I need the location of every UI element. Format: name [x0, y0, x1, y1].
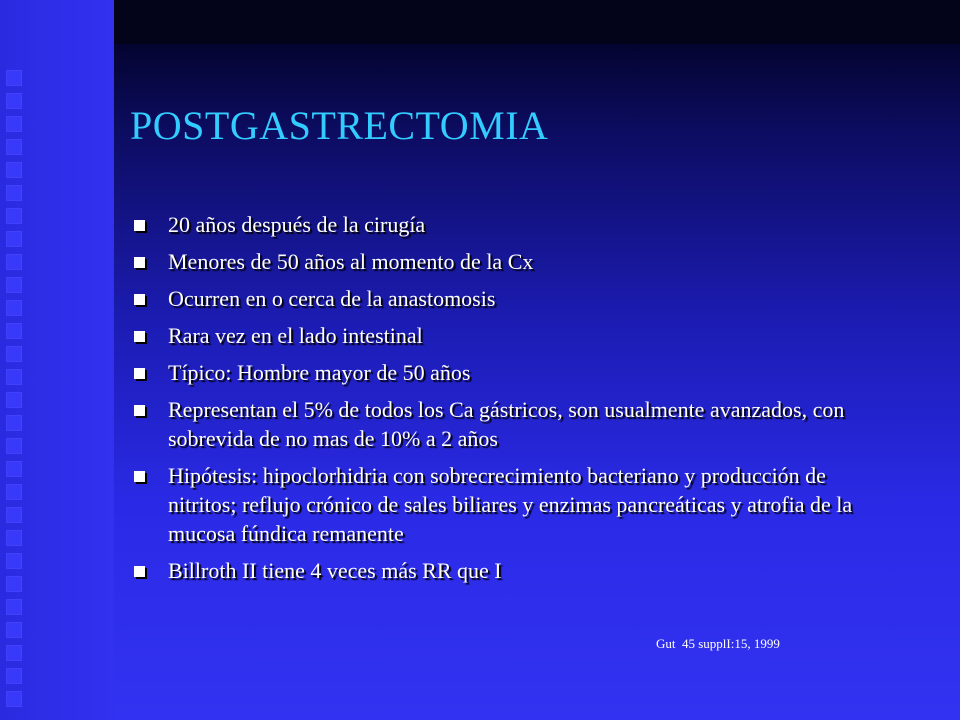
citation: Gut 45 supplI:15, 1999: [656, 636, 780, 651]
square-bullet-icon: [134, 331, 145, 342]
bullet-text: 20 años después de la cirugía: [168, 212, 426, 237]
bullet-item: [132, 395, 892, 453]
slide-title: POSTGASTRECTOMIA: [130, 103, 549, 148]
bullet-text: Rara vez en el lado intestinal: [168, 323, 423, 348]
bullet-text: Ocurren en o cerca de la anastomosis: [168, 286, 496, 311]
bullet-item: [132, 210, 892, 239]
square-bullet-icon: [134, 471, 145, 482]
bullet-item: [132, 556, 892, 585]
square-bullet-icon: [134, 405, 145, 416]
bullet-text: Representan el 5% de todos los Ca gástricos, son usualmente avanzados, con sobrevida de no mas de 10% a 2 años: [168, 397, 845, 451]
square-bullet-icon: [134, 220, 145, 231]
bullet-item: [132, 321, 892, 350]
bullet-item: [132, 247, 892, 276]
bullet-text: Billroth II tiene 4 veces más RR que I: [168, 558, 502, 583]
bullet-item: [132, 284, 892, 313]
square-bullet-icon: [134, 368, 145, 379]
top-dark-bar: [114, 0, 960, 44]
bullet-text: Típico: Hombre mayor de 50 años: [168, 360, 471, 385]
square-bullet-icon: [134, 294, 145, 305]
bullet-text: Menores de 50 años al momento de la Cx: [168, 249, 534, 274]
bullet-item: [132, 358, 892, 387]
decorative-squares: [6, 70, 24, 720]
bullet-text: Hipótesis: hipoclorhidria con sobrecrecimiento bacteriano y producción de nitritos; reflujo crónico de sales biliares y enzimas pancreáticas y atrofia de la mucosa fúndica remanente: [168, 463, 853, 546]
bullet-item: [132, 461, 892, 548]
square-bullet-icon: [134, 566, 145, 577]
left-decorative-strip: [0, 0, 114, 720]
bullet-list: [132, 210, 892, 593]
square-bullet-icon: [134, 257, 145, 268]
